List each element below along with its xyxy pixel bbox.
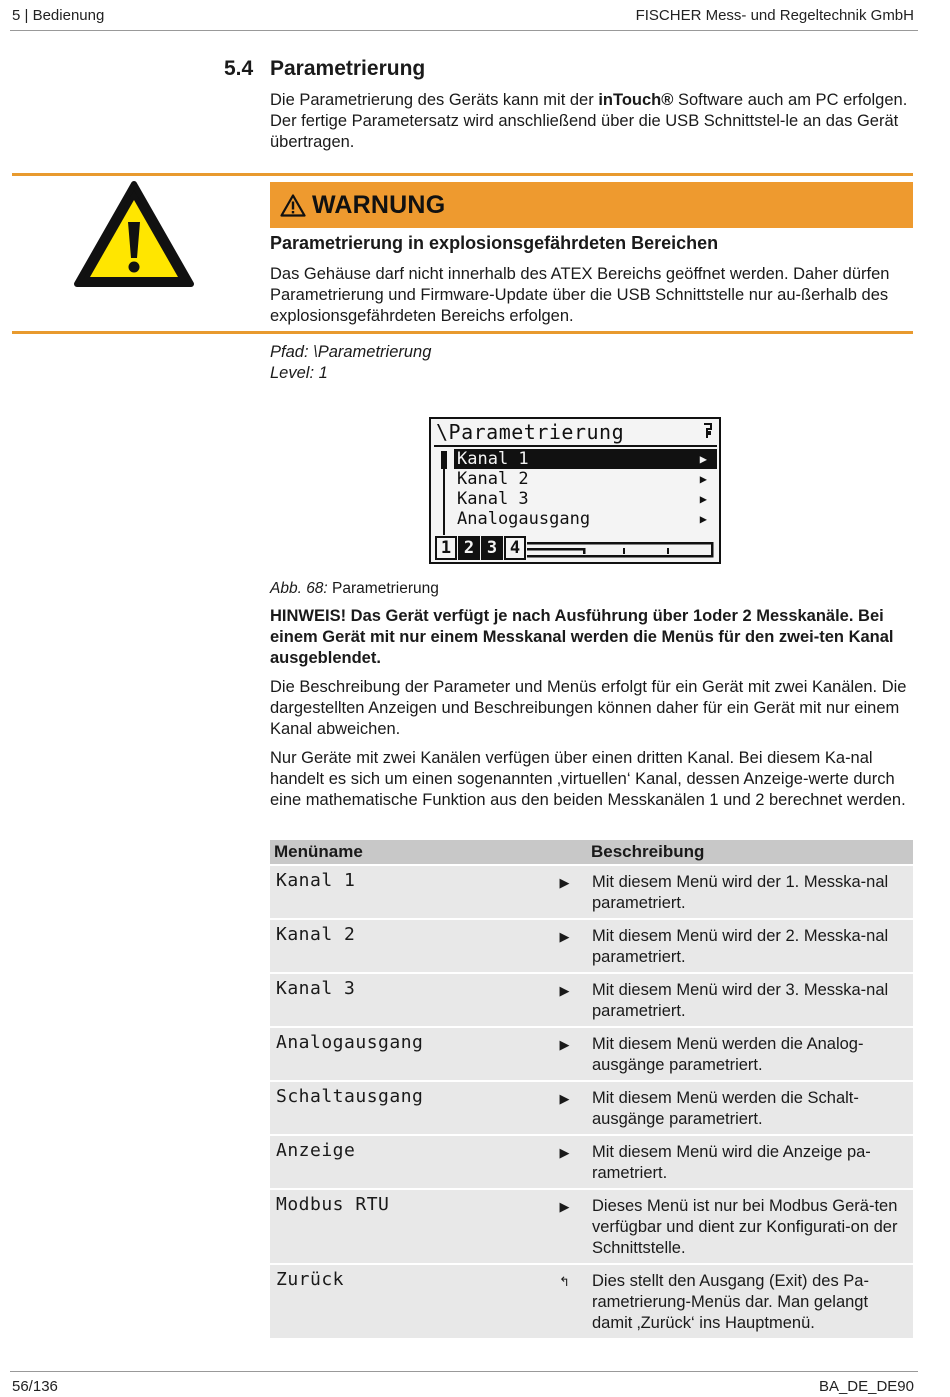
warning-bottom-rule <box>12 331 913 334</box>
arrow-right-icon: ▶ <box>699 492 707 506</box>
arrow-right-icon: ▶ <box>542 1135 587 1189</box>
lcd-channel-tabs <box>435 536 526 560</box>
arrow-right-icon: ▶ <box>699 512 707 526</box>
table-row <box>270 1189 913 1264</box>
intro-text-start: Die Parametrierung des Geräts kann mit der <box>270 91 599 109</box>
section-title: Parametrierung <box>270 57 426 80</box>
notice-paragraph: HINWEIS! Das Gerät verfügt je nach Ausführung über 1oder 2 Messkanäle. Bei einem Gerät mit nur einem Messkanal werden die Menüs für den zwei-ten Kanal ausgeblendet. <box>270 607 894 667</box>
description-cell: Mit diesem Menü wird der 1. Messka-nal parametriert. <box>587 865 913 919</box>
menu-path: Pfad: \Parametrierung <box>270 343 432 361</box>
intro-paragraph <box>270 90 912 153</box>
lcd-title: \Parametrierung <box>436 420 625 444</box>
description-cell: Mit diesem Menü wird die Anzeige pa-rametriert. <box>587 1135 913 1189</box>
menu-name-cell: Anzeige <box>270 1135 542 1189</box>
table-row <box>270 1081 913 1135</box>
arrow-right-icon: ▶ <box>699 472 707 486</box>
warning-label: WARNUNG <box>312 190 446 219</box>
running-header-company: FISCHER Mess- und Regeltechnik GmbH <box>635 7 914 24</box>
intouch-product-name: inTouch® <box>598 91 674 109</box>
arrow-right-icon: ▶ <box>542 1027 587 1081</box>
description-cell: Mit diesem Menü wird der 2. Messka-nal parametriert. <box>587 919 913 973</box>
arrow-right-icon: ▶ <box>542 973 587 1027</box>
lcd-item-kanal-3[interactable] <box>454 489 717 509</box>
warning-subtitle: Parametrierung in explosionsgefährdeten Bereichen <box>270 233 719 253</box>
menu-name-cell: Kanal 3 <box>270 973 542 1027</box>
figure-caption-number: Abb. 68: <box>270 580 328 597</box>
warning-text: Das Gehäuse darf nicht innerhalb des ATEX Bereichs geöffnet werden. Daher dürfen Parametrierung und Firmware-Update über die USB Schnittstelle nur au-ßerhalb des explosionsgefährdeten Bereichs erfolgen. <box>270 265 890 325</box>
key-icon <box>702 422 714 440</box>
warning-top-rule <box>12 173 913 176</box>
table-row <box>270 973 913 1027</box>
menu-name-cell: Zurück <box>270 1264 542 1338</box>
menu-name-cell: Kanal 2 <box>270 919 542 973</box>
lcd-item-analogausgang[interactable] <box>454 509 717 529</box>
figure-caption-text: Parametrierung <box>327 580 439 597</box>
menu-name-cell: Analogausgang <box>270 1027 542 1081</box>
menu-name-cell: Kanal 1 <box>270 865 542 919</box>
page-number: 56/136 <box>12 1378 58 1395</box>
arrow-right-icon: ▶ <box>542 919 587 973</box>
description-cell: Dieses Menü ist nur bei Modbus Gerä-ten verfügbar und dient zur Konfigurati-on der Schnittstelle. <box>587 1189 913 1264</box>
description-cell: Mit diesem Menü werden die Analog-ausgänge parametriert. <box>587 1027 913 1081</box>
table-header-row <box>270 840 913 865</box>
return-arrow-icon: ↰ <box>542 1264 587 1338</box>
arrow-right-icon: ▶ <box>542 1081 587 1135</box>
lcd-tab-2[interactable]: 2 <box>458 536 480 560</box>
lcd-item-label: Kanal 2 <box>457 469 529 489</box>
running-header-chapter: 5 | Bedienung <box>12 7 105 24</box>
table-row <box>270 1027 913 1081</box>
lcd-tab-4[interactable]: 4 <box>504 536 526 560</box>
figure-caption <box>270 580 439 598</box>
description-paragraph-1: Die Beschreibung der Parameter und Menüs erfolgt für ein Gerät mit zwei Kanälen. Die dargestellten Anzeigen und Beschreibungen können daher für ein Gerät mit nur einem Kanal abweichen. <box>270 678 907 738</box>
document-code: BA_DE_DE90 <box>818 1378 914 1395</box>
warning-triangle-icon <box>73 180 195 288</box>
lcd-title-divider <box>434 445 717 447</box>
description-paragraph-2: Nur Geräte mit zwei Kanälen verfügen über einen dritten Kanal. Bei diesem Ka-nal handelt es sich um einen sogenannten ‚virtuellen‘ Kanal, dessen Anzeige-werte durch eine mathematische Funktion aus den beiden Messkanälen 1 und 2 berechnet werden. <box>270 749 906 809</box>
section-number: 5.4 <box>224 57 254 80</box>
menu-level: Level: 1 <box>270 364 328 382</box>
column-header-beschreibung: Beschreibung <box>587 840 913 865</box>
footer-divider <box>10 1371 918 1372</box>
menu-name-cell: Schaltausgang <box>270 1081 542 1135</box>
lcd-level-bar <box>527 540 715 560</box>
table-row <box>270 865 913 919</box>
lcd-item-label: Analogausgang <box>457 509 591 529</box>
arrow-right-icon: ▶ <box>542 865 587 919</box>
header-divider <box>10 30 918 31</box>
arrow-right-icon: ▶ <box>699 452 707 466</box>
description-cell: Mit diesem Menü werden die Schalt-ausgänge parametriert. <box>587 1081 913 1135</box>
column-header-menuname: Menüname <box>270 840 587 865</box>
lcd-tab-1[interactable]: 1 <box>435 536 457 560</box>
intro-text-end: Software auch am PC erfolgen. Der fertige Parametersatz wird anschließend über die USB Schnittstel-le an das Gerät übertragen. <box>270 91 908 151</box>
lcd-tab-3[interactable]: 3 <box>481 536 503 560</box>
arrow-right-icon: ▶ <box>542 1189 587 1264</box>
lcd-item-kanal-2[interactable] <box>454 469 717 489</box>
description-cell: Mit diesem Menü wird der 3. Messka-nal parametriert. <box>587 973 913 1027</box>
table-row <box>270 1264 913 1338</box>
menu-table <box>270 840 913 1338</box>
lcd-screenshot <box>429 417 721 564</box>
warning-banner <box>270 182 913 228</box>
lcd-item-label: Kanal 3 <box>457 489 529 509</box>
lcd-scrollbar-thumb <box>441 451 447 469</box>
table-row <box>270 1135 913 1189</box>
warning-small-icon <box>280 194 306 217</box>
menu-name-cell: Modbus RTU <box>270 1189 542 1264</box>
table-row <box>270 919 913 973</box>
lcd-item-label: Kanal 1 <box>457 449 529 469</box>
lcd-item-kanal-1[interactable] <box>454 449 717 469</box>
description-cell: Dies stellt den Ausgang (Exit) des Pa-rametrierung-Menüs dar. Man gelangt damit ‚Zurück‘ ins Hauptmenü. <box>587 1264 913 1338</box>
